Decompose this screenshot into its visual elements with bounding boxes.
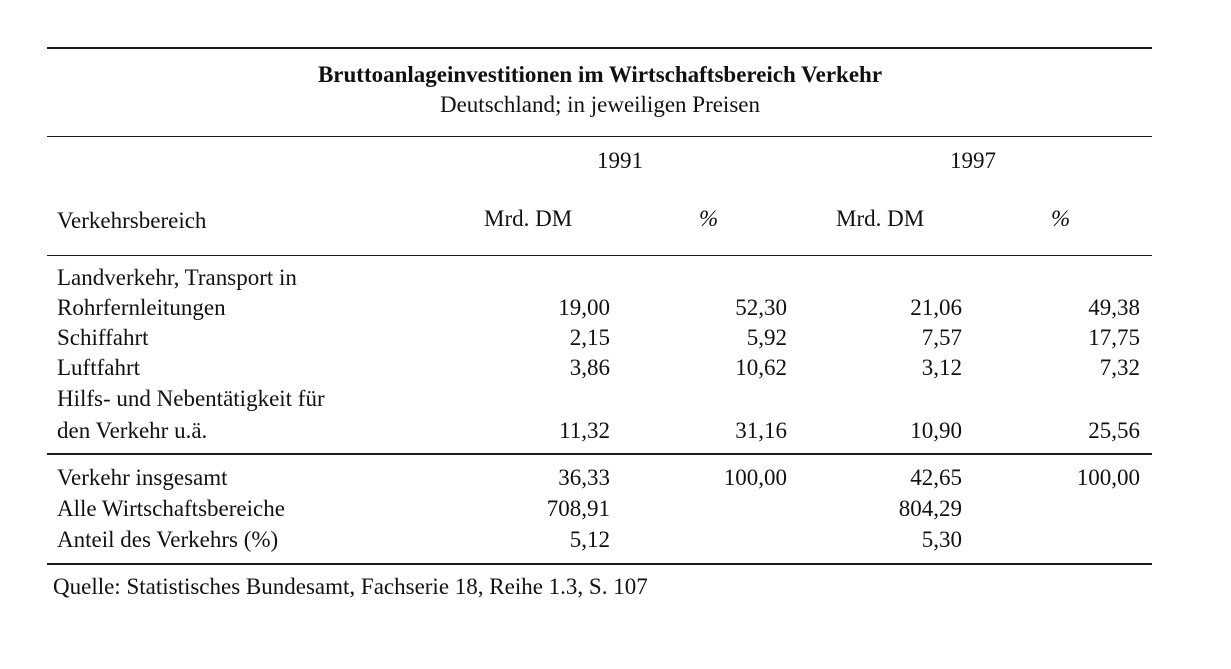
top-rule [47, 47, 1152, 49]
cell-schiffahrt-1997-pct: 17,75 [1088, 325, 1140, 350]
cell-hilfs-1991-pct: 31,16 [735, 418, 787, 443]
totals-rule [47, 453, 1152, 455]
row-label-heading: Verkehrsbereich [57, 208, 207, 233]
row-label-anteil-verkehr: Anteil des Verkehrs (%) [57, 527, 279, 552]
unit-pct-1997-heading: % [1051, 206, 1071, 231]
cell-luftfahrt-1997-pct: 7,32 [1099, 355, 1140, 380]
row-label-alle-wirtschaftsbereiche: Alle Wirtschaftsbereiche [57, 496, 285, 521]
year-1997-heading: 1997 [950, 148, 996, 173]
cell-hilfs-1997-abs: 10,90 [910, 418, 962, 443]
cell-anteil-1991: 5,12 [569, 527, 610, 552]
cell-schiffahrt-1991-abs: 2,15 [569, 325, 610, 350]
header-rule [47, 136, 1152, 137]
row-label-schiffahrt: Schiffahrt [57, 325, 149, 350]
cell-luftfahrt-1991-pct: 10,62 [735, 355, 787, 380]
row-label-luftfahrt: Luftfahrt [57, 355, 141, 380]
cell-schiffahrt-1997-abs: 7,57 [921, 325, 962, 350]
year-1991-heading: 1991 [597, 148, 643, 173]
row-label-land-line1: Landverkehr, Transport in [57, 265, 297, 290]
unit-abs-1997-heading: Mrd. DM [836, 206, 925, 231]
cell-hilfs-1997-pct: 25,56 [1088, 418, 1140, 443]
cell-alle-1991-abs: 708,91 [546, 496, 610, 521]
cell-land-1997-abs: 21,06 [910, 295, 962, 320]
row-label-hilfs-line1: Hilfs- und Nebentätigkeit für [57, 386, 325, 411]
cell-land-1997-pct: 49,38 [1088, 295, 1140, 320]
cell-insgesamt-1991-pct: 100,00 [723, 465, 787, 490]
cell-land-1991-abs: 19,00 [558, 295, 610, 320]
body-rule [47, 255, 1152, 256]
row-label-land-line2: Rohrfernleitungen [57, 295, 226, 320]
cell-luftfahrt-1991-abs: 3,86 [569, 355, 610, 380]
cell-luftfahrt-1997-abs: 3,12 [921, 355, 962, 380]
table-subtitle: Deutschland; in jeweiligen Preisen [439, 92, 760, 117]
cell-insgesamt-1997-abs: 42,65 [910, 465, 962, 490]
row-label-verkehr-insgesamt: Verkehr insgesamt [57, 465, 228, 490]
cell-land-1991-pct: 52,30 [735, 295, 787, 320]
cell-insgesamt-1997-pct: 100,00 [1076, 465, 1140, 490]
cell-hilfs-1991-abs: 11,32 [559, 418, 610, 443]
unit-pct-1991-heading: % [699, 206, 719, 231]
unit-abs-1991-heading: Mrd. DM [484, 206, 573, 231]
table-title: Bruttoanlageinvestitionen im Wirtschaftsbereich Verkehr [317, 62, 883, 87]
cell-anteil-1997: 5,30 [921, 527, 962, 552]
row-label-hilfs-line2: den Verkehr u.ä. [57, 418, 208, 443]
cell-insgesamt-1991-abs: 36,33 [558, 465, 610, 490]
source-note: Quelle: Statistisches Bundesamt, Fachserie 18, Reihe 1.3, S. 107 [53, 574, 648, 599]
cell-alle-1997-abs: 804,29 [898, 496, 962, 521]
bottom-rule [47, 563, 1152, 565]
cell-schiffahrt-1991-pct: 5,92 [746, 325, 787, 350]
